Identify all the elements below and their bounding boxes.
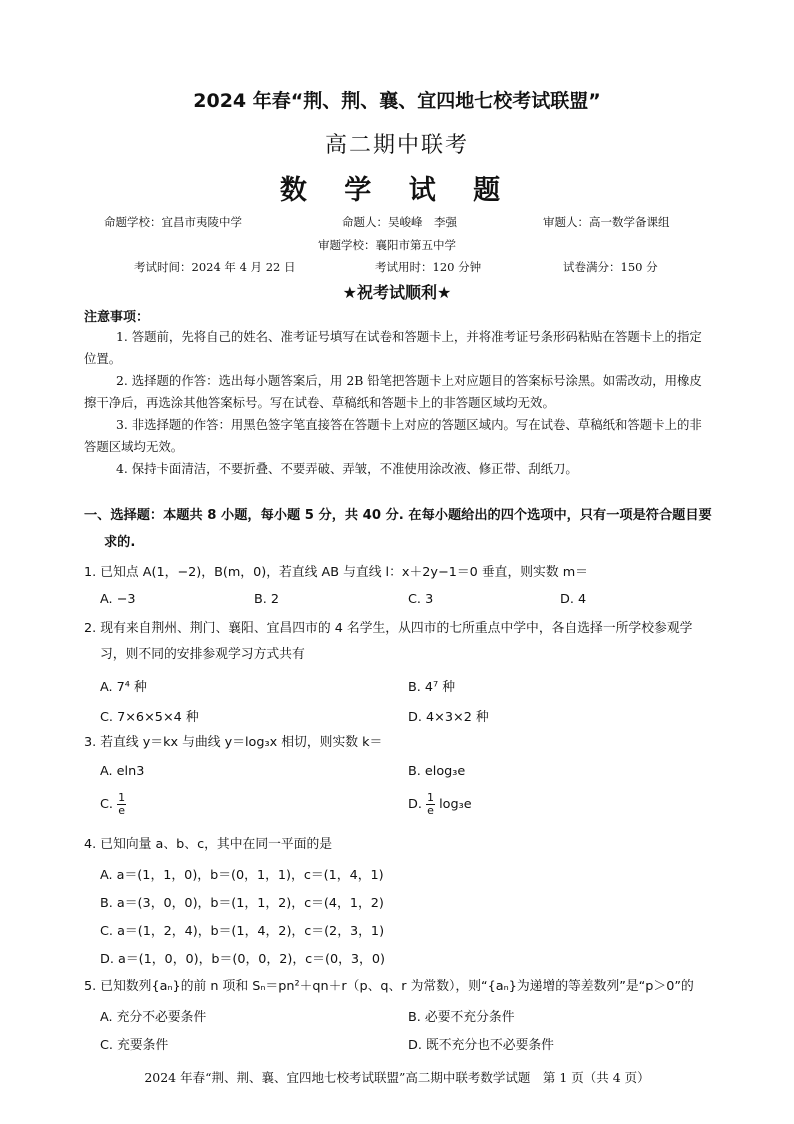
fraction-denominator: e	[118, 804, 125, 817]
section-1-line-1: 一、选择题：本题共 8 小题，每小题 5 分，共 40 分. 在每小题给出的四个选项中，只有一项是符合题目要	[84, 508, 712, 523]
page-footer: 2024 年春“荆、荆、襄、宜四地七校考试联盟”高二期中联考数学试题 第 1 页（共 4 页）	[144, 1070, 650, 1085]
question-5-option-b: B. 必要不充分条件	[408, 1010, 515, 1025]
question-4-option-d: D. a＝(1，0，0)，b＝(0，0，2)，c＝(0，3，0)	[100, 952, 385, 967]
question-3-option-d-fraction	[426, 792, 435, 817]
question-5-option-a: A. 充分不必要条件	[100, 1010, 207, 1025]
section-1-line-2: 求的.	[104, 535, 136, 550]
question-3-option-d	[408, 792, 472, 817]
question-3-option-c-fraction	[117, 792, 126, 817]
notice-heading: 注意事项：	[84, 310, 150, 325]
meta-full-score: 试卷满分：150 分	[563, 260, 658, 274]
question-1-option-d: D. 4	[560, 592, 587, 607]
question-3-stem: 3. 若直线 y＝kx 与曲线 y＝log₃x 相切，则实数 k＝	[84, 735, 383, 750]
question-3-option-c-label: C.	[100, 797, 114, 812]
question-5-option-d: D. 既不充分也不必要条件	[408, 1038, 554, 1053]
question-2-stem-line-2: 习，则不同的安排参观学习方式共有	[100, 647, 305, 662]
fraction-numerator: 1	[427, 791, 434, 804]
question-5-stem: 5. 已知数列{aₙ}的前 n 项和 Sₙ＝pn²＋qn＋r（p、q、r 为常数），则“{aₙ}为递增的等差数列”是“p＞0”的	[84, 979, 694, 994]
notice-item-3: 3. 非选择题的作答：用黑色签字笔直接答在答题卡上对应的答题区域内。写在试卷、草稿纸和答题卡上的非答题区域均无效。	[84, 417, 702, 454]
blessing-text: ★祝考试顺利★	[342, 283, 452, 302]
question-2-option-c: C. 7×6×5×4 种	[100, 710, 199, 725]
question-3-option-d-suffix: log₃e	[439, 797, 472, 812]
question-3-option-b: B. elog₃e	[408, 764, 466, 779]
notice-item-1: 1. 答题前，先将自己的姓名、准考证号填写在试卷和答题卡上，并将准考证号条形码粘贴在答题卡上的指定位置。	[84, 329, 702, 366]
question-3-option-a: A. eln3	[100, 764, 145, 779]
meta-school: 命题学校：宜昌市夷陵中学	[104, 215, 242, 229]
question-5-option-c: C. 充要条件	[100, 1038, 169, 1053]
question-2-option-a: A. 7⁴ 种	[100, 680, 147, 695]
section-1-heading	[84, 502, 714, 556]
question-4-option-a: A. a＝(1，1，0)，b＝(0，1，1)，c＝(1，4，1)	[100, 868, 384, 883]
question-3-option-d-label: D.	[408, 797, 422, 812]
question-2-stem-line-1: 2. 现有来自荆州、荆门、襄阳、宜昌四市的 4 名学生，从四市的七所重点中学中，各自选择一所学校参观学	[84, 621, 693, 636]
meta-author: 命题人：吴峻峰 李强	[342, 215, 457, 229]
subject-title: 数 学 试 题	[279, 175, 515, 206]
question-2-option-b: B. 4⁷ 种	[408, 680, 456, 695]
fraction-denominator: e	[427, 804, 434, 817]
question-4-option-b: B. a＝(3，0，0)，b＝(1，1，2)，c＝(4，1，2)	[100, 896, 384, 911]
notice-list	[84, 326, 714, 480]
meta-exam-time: 考试时间：2024 年 4 月 22 日	[134, 260, 296, 274]
meta-reviewer: 审题人：高一数学备课组	[543, 215, 670, 229]
exam-alliance-title: 2024 年春“荆、荆、襄、宜四地七校考试联盟”	[193, 90, 601, 112]
question-3-option-c	[100, 792, 126, 817]
meta-review-school: 审题学校：襄阳市第五中学	[318, 238, 456, 252]
fraction-numerator: 1	[118, 791, 126, 804]
exam-subtitle: 高二期中联考	[324, 133, 469, 158]
question-1-stem: 1. 已知点 A(1，−2)，B(m，0)，若直线 AB 与直线 l：x＋2y−1＝0 垂直，则实数 m＝	[84, 565, 588, 580]
question-4-stem: 4. 已知向量 a、b、c，其中在同一平面的是	[84, 837, 333, 852]
question-1-option-a: A. −3	[100, 592, 136, 607]
question-4-option-c: C. a＝(1，2，4)，b＝(1，4，2)，c＝(2，3，1)	[100, 924, 385, 939]
question-1-option-b: B. 2	[254, 592, 280, 607]
notice-item-2: 2. 选择题的作答：选出每小题答案后，用 2B 铅笔把答题卡上对应题目的答案标号涂黑。如需改动，用橡皮擦干净后，再选涂其他答案标号。写在试卷、草稿纸和答题卡上的非答题区域均无效。	[84, 373, 702, 410]
question-2-option-d: D. 4×3×2 种	[408, 710, 489, 725]
meta-duration: 考试用时：120 分钟	[375, 260, 482, 274]
notice-item-4: 4. 保持卡面清洁，不要折叠、不要弄破、弄皱，不准使用涂改液、修正带、刮纸刀。	[116, 461, 578, 476]
question-1-option-c: C. 3	[408, 592, 434, 607]
